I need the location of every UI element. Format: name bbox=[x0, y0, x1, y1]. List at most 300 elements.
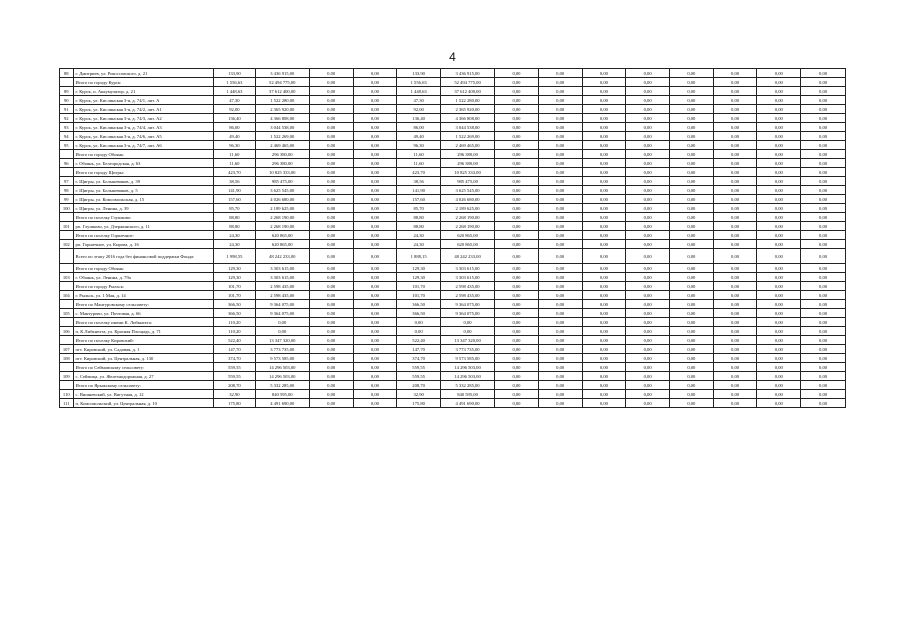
value-cell: 48 242 233,00 bbox=[255, 249, 309, 264]
value-cell: 0,00 bbox=[309, 264, 353, 273]
value-cell: 0,00 bbox=[538, 231, 582, 240]
value-cell: 24,30 bbox=[214, 240, 256, 249]
value-cell: 0,00 bbox=[538, 141, 582, 150]
row-number-cell: 98 bbox=[60, 186, 74, 195]
row-number-cell bbox=[60, 363, 74, 372]
value-cell: 0,00 bbox=[582, 291, 626, 300]
value-cell: 9 573 585,00 bbox=[255, 354, 309, 363]
value-cell: 0,00 bbox=[495, 336, 539, 345]
value-cell: 0,00 bbox=[353, 204, 397, 213]
value-cell: 0,00 bbox=[538, 318, 582, 327]
value-cell: 141,90 bbox=[214, 186, 256, 195]
value-cell: 88,80 bbox=[214, 213, 256, 222]
value-cell: 0,00 bbox=[309, 69, 353, 78]
value-cell: 296 380,00 bbox=[440, 159, 494, 168]
row-number-cell bbox=[60, 264, 74, 273]
value-cell: 0,00 bbox=[353, 195, 397, 204]
value-cell: 52 494 775,00 bbox=[255, 78, 309, 87]
value-cell: 47,30 bbox=[397, 96, 441, 105]
address-cell: Итого по поселку имени К. Либкнехта: bbox=[73, 318, 214, 327]
value-cell: 0,00 bbox=[669, 69, 713, 78]
value-cell: 0,00 bbox=[309, 123, 353, 132]
value-cell: 2 189 625,00 bbox=[440, 204, 494, 213]
value-cell: 0,00 bbox=[626, 372, 670, 381]
value-cell: 0,00 bbox=[495, 264, 539, 273]
value-cell: 840 595,00 bbox=[255, 390, 309, 399]
value-cell: 38,56 bbox=[214, 177, 256, 186]
value-cell: 0,00 bbox=[669, 264, 713, 273]
value-cell: 0,00 bbox=[353, 264, 397, 273]
value-cell: 0,00 bbox=[309, 327, 353, 336]
value-cell: 2 598 435,00 bbox=[440, 282, 494, 291]
value-cell: 0,00 bbox=[353, 354, 397, 363]
value-cell: 0,00 bbox=[538, 264, 582, 273]
value-cell: 1 556,63 bbox=[214, 78, 256, 87]
row-number-cell: 109 bbox=[60, 372, 74, 381]
value-cell: 0,00 bbox=[538, 177, 582, 186]
value-cell: 49,40 bbox=[397, 132, 441, 141]
value-cell: 0,00 bbox=[538, 282, 582, 291]
value-cell: 366,50 bbox=[214, 309, 256, 318]
value-cell: 2 365 920,00 bbox=[440, 105, 494, 114]
value-cell: 0,00 bbox=[538, 354, 582, 363]
value-cell: 0,00 bbox=[309, 390, 353, 399]
value-cell: 48 242 233,00 bbox=[440, 249, 494, 264]
value-cell: 1 998,55 bbox=[214, 249, 256, 264]
value-cell: 0,00 bbox=[713, 240, 757, 249]
value-cell: 0,00 bbox=[713, 327, 757, 336]
value-cell: 0,00 bbox=[353, 222, 397, 231]
value-cell: 0,00 bbox=[538, 69, 582, 78]
table-row bbox=[60, 78, 846, 87]
value-cell: 147,70 bbox=[397, 345, 441, 354]
value-cell: 4 026 680,00 bbox=[440, 195, 494, 204]
table-row bbox=[60, 105, 846, 114]
value-cell: 0,00 bbox=[538, 150, 582, 159]
value-cell: 110,20 bbox=[214, 318, 256, 327]
value-cell: 0,00 bbox=[669, 273, 713, 282]
value-cell: 32,90 bbox=[397, 390, 441, 399]
value-cell: 0,00 bbox=[495, 327, 539, 336]
address-cell: с. Сеймица, ул. Железнодорожная, д. 27 bbox=[73, 372, 214, 381]
value-cell: 0,00 bbox=[801, 300, 846, 309]
value-cell: 0,00 bbox=[757, 273, 801, 282]
value-cell: 0,00 bbox=[538, 363, 582, 372]
value-cell: 0,00 bbox=[801, 249, 846, 264]
value-cell: 0,00 bbox=[669, 381, 713, 390]
value-cell: 147,70 bbox=[214, 345, 256, 354]
value-cell: 0,00 bbox=[669, 87, 713, 96]
value-cell: 0,00 bbox=[495, 123, 539, 132]
value-cell: 0,00 bbox=[309, 150, 353, 159]
value-cell: 0,00 bbox=[626, 354, 670, 363]
value-cell: 0,00 bbox=[626, 96, 670, 105]
value-cell: 0,00 bbox=[538, 105, 582, 114]
value-cell: 0,00 bbox=[495, 204, 539, 213]
value-cell: 0,00 bbox=[440, 327, 494, 336]
value-cell: 0,00 bbox=[801, 177, 846, 186]
value-cell: 0,00 bbox=[757, 231, 801, 240]
value-cell: 0,00 bbox=[538, 132, 582, 141]
value-cell: 0,00 bbox=[757, 168, 801, 177]
value-cell: 0,00 bbox=[309, 195, 353, 204]
value-cell: 0,00 bbox=[757, 78, 801, 87]
row-number-cell: 104 bbox=[60, 291, 74, 300]
value-cell: 0,00 bbox=[669, 327, 713, 336]
value-cell: 141,90 bbox=[397, 186, 441, 195]
value-cell: 0,00 bbox=[538, 300, 582, 309]
table-row bbox=[60, 372, 846, 381]
value-cell: 0,00 bbox=[669, 291, 713, 300]
value-cell: 86,00 bbox=[397, 123, 441, 132]
value-cell: 0,00 bbox=[669, 132, 713, 141]
value-cell: 10 825 333,00 bbox=[440, 168, 494, 177]
row-number-cell: 88 bbox=[60, 69, 74, 78]
table-body bbox=[60, 69, 846, 408]
value-cell: 0,00 bbox=[495, 390, 539, 399]
value-cell: 0,00 bbox=[669, 186, 713, 195]
value-cell: 0,00 bbox=[538, 96, 582, 105]
value-cell: 0,00 bbox=[353, 150, 397, 159]
address-cell: с. Вишневский, ул. Вигутная, д. 12 bbox=[73, 390, 214, 399]
value-cell: 0,00 bbox=[669, 399, 713, 408]
value-cell: 366,50 bbox=[397, 300, 441, 309]
value-cell: 559,55 bbox=[214, 372, 256, 381]
value-cell: 0,00 bbox=[757, 249, 801, 264]
value-cell: 11,60 bbox=[397, 159, 441, 168]
value-cell: 0,00 bbox=[801, 381, 846, 390]
value-cell: 423,70 bbox=[397, 168, 441, 177]
value-cell: 0,00 bbox=[669, 300, 713, 309]
row-number-cell: 96 bbox=[60, 159, 74, 168]
value-cell: 0,00 bbox=[669, 390, 713, 399]
value-cell: 0,00 bbox=[309, 105, 353, 114]
value-cell: 522,40 bbox=[214, 336, 256, 345]
value-cell: 0,00 bbox=[582, 78, 626, 87]
value-cell: 0,00 bbox=[495, 186, 539, 195]
row-number-cell: 111 bbox=[60, 399, 74, 408]
value-cell: 0,00 bbox=[626, 213, 670, 222]
value-cell: 0,00 bbox=[757, 282, 801, 291]
value-cell: 0,00 bbox=[801, 240, 846, 249]
value-cell: 2 268 190,00 bbox=[255, 222, 309, 231]
value-cell: 2 365 920,00 bbox=[255, 105, 309, 114]
value-cell: 0,00 bbox=[582, 345, 626, 354]
value-cell: 0,00 bbox=[669, 249, 713, 264]
value-cell: 0,00 bbox=[713, 159, 757, 168]
value-cell: 0,00 bbox=[538, 240, 582, 249]
value-cell: 0,00 bbox=[309, 186, 353, 195]
value-cell: 0,00 bbox=[626, 240, 670, 249]
value-cell: 0,00 bbox=[495, 114, 539, 123]
value-cell: 0,00 bbox=[713, 195, 757, 204]
value-cell: 0,00 bbox=[582, 96, 626, 105]
address-cell: Итого по поселку Кировский: bbox=[73, 336, 214, 345]
value-cell: 133,90 bbox=[214, 69, 256, 78]
value-cell: 0,00 bbox=[626, 87, 670, 96]
value-cell: 620 865,00 bbox=[440, 240, 494, 249]
value-cell: 0,00 bbox=[757, 150, 801, 159]
value-cell: 0,00 bbox=[713, 213, 757, 222]
value-cell: 0,00 bbox=[626, 186, 670, 195]
value-cell: 0,00 bbox=[309, 273, 353, 282]
value-cell: 296 380,00 bbox=[255, 159, 309, 168]
table-row bbox=[60, 222, 846, 231]
address-cell: г. Щигры, ул. Большевиков, д. 5 bbox=[73, 186, 214, 195]
value-cell: 0,00 bbox=[353, 231, 397, 240]
value-cell: 0,00 bbox=[309, 282, 353, 291]
value-cell: 0,00 bbox=[626, 273, 670, 282]
value-cell: 0,00 bbox=[353, 399, 397, 408]
value-cell: 110,20 bbox=[214, 327, 256, 336]
value-cell: 0,00 bbox=[669, 363, 713, 372]
value-cell: 0,00 bbox=[713, 123, 757, 132]
value-cell: 52 494 775,00 bbox=[440, 78, 494, 87]
value-cell: 86,00 bbox=[214, 123, 256, 132]
value-cell: 0,00 bbox=[757, 96, 801, 105]
value-cell: 1 522 280,00 bbox=[255, 96, 309, 105]
value-cell: 0,00 bbox=[713, 336, 757, 345]
value-cell: 0,00 bbox=[309, 177, 353, 186]
value-cell: 0,00 bbox=[801, 69, 846, 78]
value-cell: 522,40 bbox=[397, 336, 441, 345]
value-cell: 0,00 bbox=[801, 195, 846, 204]
value-cell: 0,00 bbox=[353, 69, 397, 78]
value-cell: 0,00 bbox=[757, 87, 801, 96]
value-cell: 0,00 bbox=[626, 282, 670, 291]
value-cell: 0,00 bbox=[353, 114, 397, 123]
value-cell: 0,00 bbox=[255, 327, 309, 336]
value-cell: 0,00 bbox=[713, 177, 757, 186]
address-cell: Итого по Сеймовскому сельсовету: bbox=[73, 363, 214, 372]
value-cell: 0,00 bbox=[538, 114, 582, 123]
table-row bbox=[60, 123, 846, 132]
value-cell: 4 491 690,00 bbox=[255, 399, 309, 408]
value-cell: 0,00 bbox=[353, 123, 397, 132]
address-cell: г. Курск, ул. Кислинская 3-я, д. 74/4, лит. А3 bbox=[73, 123, 214, 132]
value-cell: 0,00 bbox=[309, 291, 353, 300]
value-cell: 559,55 bbox=[397, 372, 441, 381]
value-cell: 1 522 269,00 bbox=[255, 132, 309, 141]
value-cell: 0,00 bbox=[757, 69, 801, 78]
address-cell: Итого по городу Курск: bbox=[73, 78, 214, 87]
value-cell: 0,00 bbox=[801, 309, 846, 318]
value-cell: 0,00 bbox=[713, 231, 757, 240]
value-cell: 0,00 bbox=[495, 96, 539, 105]
table-row bbox=[60, 390, 846, 399]
value-cell: 0,00 bbox=[626, 390, 670, 399]
value-cell: 0,00 bbox=[353, 327, 397, 336]
value-cell: 5 332 285,00 bbox=[440, 381, 494, 390]
value-cell: 11,60 bbox=[397, 150, 441, 159]
value-cell: 0,00 bbox=[801, 204, 846, 213]
value-cell: 0,00 bbox=[626, 150, 670, 159]
table-row bbox=[60, 309, 846, 318]
value-cell: 0,00 bbox=[801, 78, 846, 87]
row-number-cell bbox=[60, 336, 74, 345]
value-cell: 0,00 bbox=[757, 132, 801, 141]
value-cell: 0,00 bbox=[495, 231, 539, 240]
value-cell: 85,70 bbox=[397, 204, 441, 213]
value-cell: 0,00 bbox=[713, 309, 757, 318]
value-cell: 296 380,00 bbox=[255, 150, 309, 159]
row-number-cell bbox=[60, 318, 74, 327]
value-cell: 0,00 bbox=[669, 177, 713, 186]
value-cell: 38,56 bbox=[397, 177, 441, 186]
value-cell: 0,00 bbox=[626, 327, 670, 336]
address-cell: г. Курск, ул. Кислинская 3-я, д. 74/7, лит. А6 bbox=[73, 141, 214, 150]
value-cell: 0,00 bbox=[582, 399, 626, 408]
table-row bbox=[60, 204, 846, 213]
value-cell: 14 296 503,00 bbox=[255, 363, 309, 372]
value-cell: 0,00 bbox=[309, 399, 353, 408]
value-cell: 0,00 bbox=[538, 345, 582, 354]
value-cell: 129,30 bbox=[397, 273, 441, 282]
row-number-cell bbox=[60, 300, 74, 309]
table-row bbox=[60, 399, 846, 408]
value-cell: 0,00 bbox=[353, 273, 397, 282]
value-cell: 0,00 bbox=[353, 390, 397, 399]
value-cell: 0,00 bbox=[713, 381, 757, 390]
value-cell: 0,00 bbox=[353, 318, 397, 327]
value-cell: 0,00 bbox=[495, 87, 539, 96]
value-cell: 0,00 bbox=[626, 159, 670, 168]
value-cell: 0,00 bbox=[495, 105, 539, 114]
row-number-cell: 100 bbox=[60, 204, 74, 213]
value-cell: 1 522 280,00 bbox=[440, 96, 494, 105]
row-number-cell: 102 bbox=[60, 240, 74, 249]
value-cell: 374,70 bbox=[214, 354, 256, 363]
table-row bbox=[60, 282, 846, 291]
value-cell: 0,00 bbox=[440, 318, 494, 327]
value-cell: 13 347 320,00 bbox=[440, 336, 494, 345]
value-cell: 9 364 075,00 bbox=[255, 300, 309, 309]
value-cell: 0,00 bbox=[757, 336, 801, 345]
value-cell: 0,00 bbox=[353, 141, 397, 150]
value-cell: 11,60 bbox=[214, 150, 256, 159]
table-row bbox=[60, 354, 846, 363]
value-cell: 88,80 bbox=[397, 222, 441, 231]
value-cell: 4 366 808,00 bbox=[440, 114, 494, 123]
value-cell: 0,00 bbox=[582, 240, 626, 249]
value-cell: 0,00 bbox=[538, 399, 582, 408]
row-number-cell: 93 bbox=[60, 123, 74, 132]
value-cell: 0,00 bbox=[757, 177, 801, 186]
value-cell: 1 448,63 bbox=[214, 87, 256, 96]
value-cell: 0,00 bbox=[495, 309, 539, 318]
table-row bbox=[60, 114, 846, 123]
value-cell: 3 436 915,00 bbox=[255, 69, 309, 78]
value-cell: 0,00 bbox=[669, 372, 713, 381]
address-cell: Итого по Мантуровскому сельсовету: bbox=[73, 300, 214, 309]
value-cell: 2 469 465,00 bbox=[255, 141, 309, 150]
value-cell: 0,00 bbox=[713, 204, 757, 213]
value-cell: 0,00 bbox=[582, 390, 626, 399]
value-cell: 0,00 bbox=[495, 372, 539, 381]
value-cell: 1 888,15 bbox=[397, 249, 441, 264]
value-cell: 4 026 680,00 bbox=[255, 195, 309, 204]
value-cell: 0,00 bbox=[669, 114, 713, 123]
value-cell: 0,00 bbox=[757, 195, 801, 204]
value-cell: 0,00 bbox=[801, 336, 846, 345]
value-cell: 0,00 bbox=[582, 159, 626, 168]
value-cell: 9 364 075,00 bbox=[255, 309, 309, 318]
value-cell: 0,00 bbox=[309, 336, 353, 345]
value-cell: 10 825 333,00 bbox=[255, 168, 309, 177]
value-cell: 4 491 690,00 bbox=[440, 399, 494, 408]
value-cell: 32,90 bbox=[214, 390, 256, 399]
table-row bbox=[60, 168, 846, 177]
value-cell: 0,00 bbox=[757, 345, 801, 354]
value-cell: 0,00 bbox=[626, 336, 670, 345]
value-cell: 0,00 bbox=[757, 372, 801, 381]
value-cell: 0,00 bbox=[626, 249, 670, 264]
row-number-cell: 106 bbox=[60, 327, 74, 336]
value-cell: 0,00 bbox=[669, 150, 713, 159]
value-cell: 0,00 bbox=[626, 141, 670, 150]
value-cell: 0,00 bbox=[626, 69, 670, 78]
value-cell: 0,00 bbox=[353, 249, 397, 264]
value-cell: 0,00 bbox=[582, 282, 626, 291]
value-cell: 0,00 bbox=[626, 132, 670, 141]
value-cell: 0,00 bbox=[757, 264, 801, 273]
row-number-cell bbox=[60, 150, 74, 159]
value-cell: 0,00 bbox=[801, 345, 846, 354]
value-cell: 0,00 bbox=[538, 291, 582, 300]
value-cell: 157,60 bbox=[214, 195, 256, 204]
value-cell: 0,00 bbox=[582, 300, 626, 309]
value-cell: 0,00 bbox=[495, 222, 539, 231]
value-cell: 423,70 bbox=[214, 168, 256, 177]
value-cell: 0,00 bbox=[495, 78, 539, 87]
value-cell: 0,00 bbox=[538, 78, 582, 87]
value-cell: 0,00 bbox=[757, 222, 801, 231]
table-row bbox=[60, 345, 846, 354]
value-cell: 0,00 bbox=[669, 222, 713, 231]
value-cell: 0,00 bbox=[757, 291, 801, 300]
value-cell: 0,00 bbox=[757, 159, 801, 168]
value-cell: 0,00 bbox=[353, 159, 397, 168]
value-cell: 0,00 bbox=[309, 345, 353, 354]
value-cell: 0,00 bbox=[713, 105, 757, 114]
value-cell: 0,00 bbox=[582, 69, 626, 78]
value-cell: 0,00 bbox=[495, 141, 539, 150]
value-cell: 0,00 bbox=[495, 399, 539, 408]
value-cell: 0,00 bbox=[801, 282, 846, 291]
row-number-cell bbox=[60, 282, 74, 291]
row-number-cell bbox=[60, 213, 74, 222]
value-cell: 3 044 538,00 bbox=[440, 123, 494, 132]
value-cell: 2 268 190,00 bbox=[255, 213, 309, 222]
value-cell: 1 556,63 bbox=[397, 78, 441, 87]
value-cell: 0,00 bbox=[713, 399, 757, 408]
value-cell: 0,00 bbox=[626, 291, 670, 300]
value-cell: 0,00 bbox=[801, 186, 846, 195]
address-cell: г. Курск, ул. Кислинская 3-я, д. 74/1, лит. А bbox=[73, 96, 214, 105]
value-cell: 0,00 bbox=[582, 354, 626, 363]
row-number-cell: 107 bbox=[60, 345, 74, 354]
value-cell: 0,00 bbox=[801, 123, 846, 132]
value-cell: 101,70 bbox=[214, 291, 256, 300]
value-cell: 0,00 bbox=[538, 249, 582, 264]
value-cell: 3 625 545,00 bbox=[255, 186, 309, 195]
value-cell: 0,00 bbox=[353, 291, 397, 300]
value-cell: 0,00 bbox=[255, 318, 309, 327]
value-cell: 0,00 bbox=[626, 318, 670, 327]
value-cell: 985 475,00 bbox=[255, 177, 309, 186]
value-cell: 3 773 735,00 bbox=[255, 345, 309, 354]
value-cell: 136,40 bbox=[214, 114, 256, 123]
